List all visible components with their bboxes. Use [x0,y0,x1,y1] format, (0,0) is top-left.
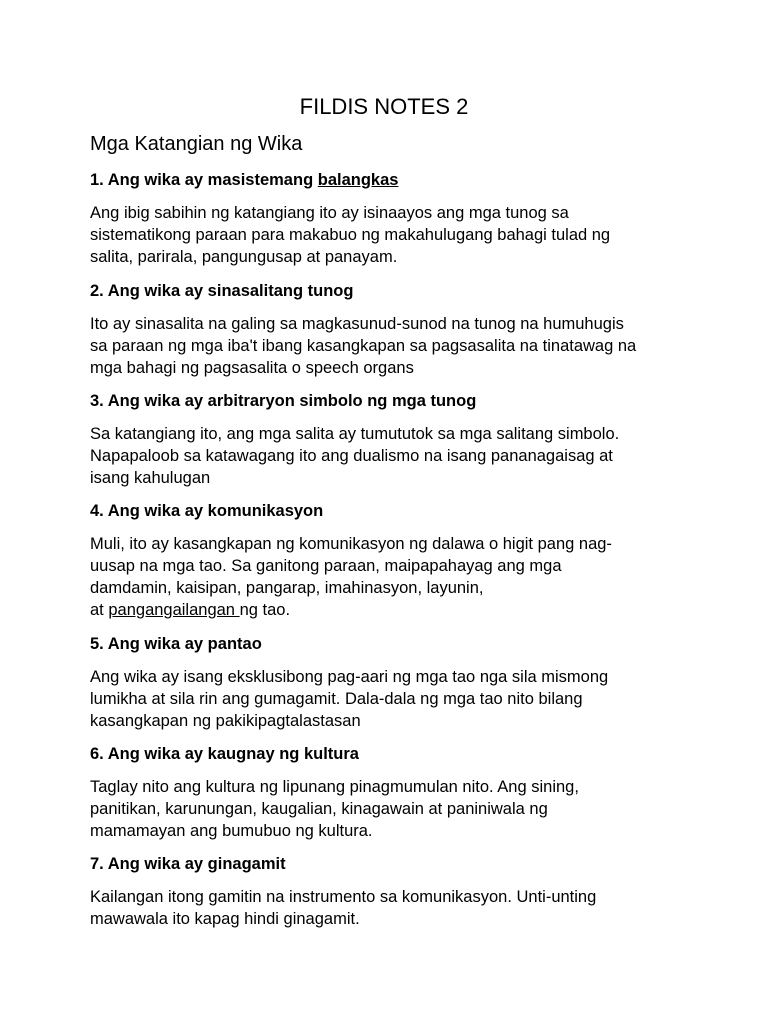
document-subtitle: Mga Katangian ng Wika [90,133,303,155]
section-1-heading-text: 1. Ang wika ay masistemang [90,171,318,189]
paragraph-line: Ang ibig sabihin ng katangiang ito ay isinaayos ang mga tunog sa [90,204,569,222]
section-7-heading: 7. Ang wika ay ginagamit [90,855,286,873]
section-3-paragraph [90,423,690,489]
paragraph-line: Napapaloob sa katawagang ito ang dualismo na isang pananagaisag at [90,447,613,465]
section-5-heading: 5. Ang wika ay pantao [90,635,262,653]
section-1-heading-underlined: balangkas [317,171,399,189]
paragraph-line-prefix: at [90,601,109,619]
section-6-paragraph [90,776,690,842]
paragraph-line: Ang wika ay isang eksklusibong pag-aari ng mga tao nga sila mismong [90,668,609,686]
paragraph-line: mga bahagi ng pagsasalita o speech organs [90,359,414,377]
paragraph-line: uusap na mga tao. Sa ganitong paraan, maipapahayag ang mga [90,557,562,575]
section-6-heading: 6. Ang wika ay kaugnay ng kultura [90,745,359,763]
paragraph-line: isang kahulugan [90,469,211,487]
section-1-paragraph [90,202,690,268]
section-7-paragraph [90,886,690,930]
paragraph-line: Muli, ito ay kasangkapan ng komunikasyon ng dalawa o higit pang nag- [90,535,612,553]
paragraph-line [90,599,690,621]
section-4-paragraph [90,533,690,621]
paragraph-line-suffix: ng tao. [239,601,291,619]
paragraph-line: Ito ay sinasalita na galing sa magkasunud-sunod na tunog na humuhugis [90,315,624,333]
section-4-heading: 4. Ang wika ay komunikasyon [90,502,324,520]
section-3-heading: 3. Ang wika ay arbitraryon simbolo ng mga tunog [90,392,477,410]
paragraph-line: salita, parirala, pangungusap at panayam. [90,248,398,266]
paragraph-line: sa paraan ng mga iba't ibang kasangkapan sa pagsasalita na tinatawag na [90,337,637,355]
paragraph-line: damdamin, kaisipan, pangarap, imahinasyon, layunin, [90,579,484,597]
paragraph-line: kasangkapan ng pakikipagtalastasan [90,712,361,730]
section-2-heading: 2. Ang wika ay sinasalitang tunog [90,282,354,300]
underlined-term: pangangailangan [108,601,240,619]
paragraph-line: Taglay nito ang kultura ng lipunang pinagmumulan nito. Ang sining, [90,778,579,796]
paragraph-line: Kailangan itong gamitin na instrumento sa komunikasyon. Unti-unting [90,888,597,906]
paragraph-line: Sa katangiang ito, ang mga salita ay tumututok sa mga salitang simbolo. [90,425,620,443]
paragraph-line: sistematikong paraan para makabuo ng makahulugang bahagi tulad ng [90,226,611,244]
paragraph-line: mawawala ito kapag hindi ginagamit. [90,910,360,928]
section-5-paragraph [90,666,690,732]
paragraph-line: mamamayan ang bumubuo ng kultura. [90,822,373,840]
paragraph-line: panitikan, karunungan, kaugalian, kinagawain at paniniwala ng [90,800,548,818]
section-2-paragraph [90,313,690,379]
section-1-heading [90,169,398,191]
paragraph-line: lumikha at sila rin ang gumagamit. Dala-dala ng mga tao nito bilang [90,690,583,708]
document-title: FILDIS NOTES 2 [299,94,469,119]
